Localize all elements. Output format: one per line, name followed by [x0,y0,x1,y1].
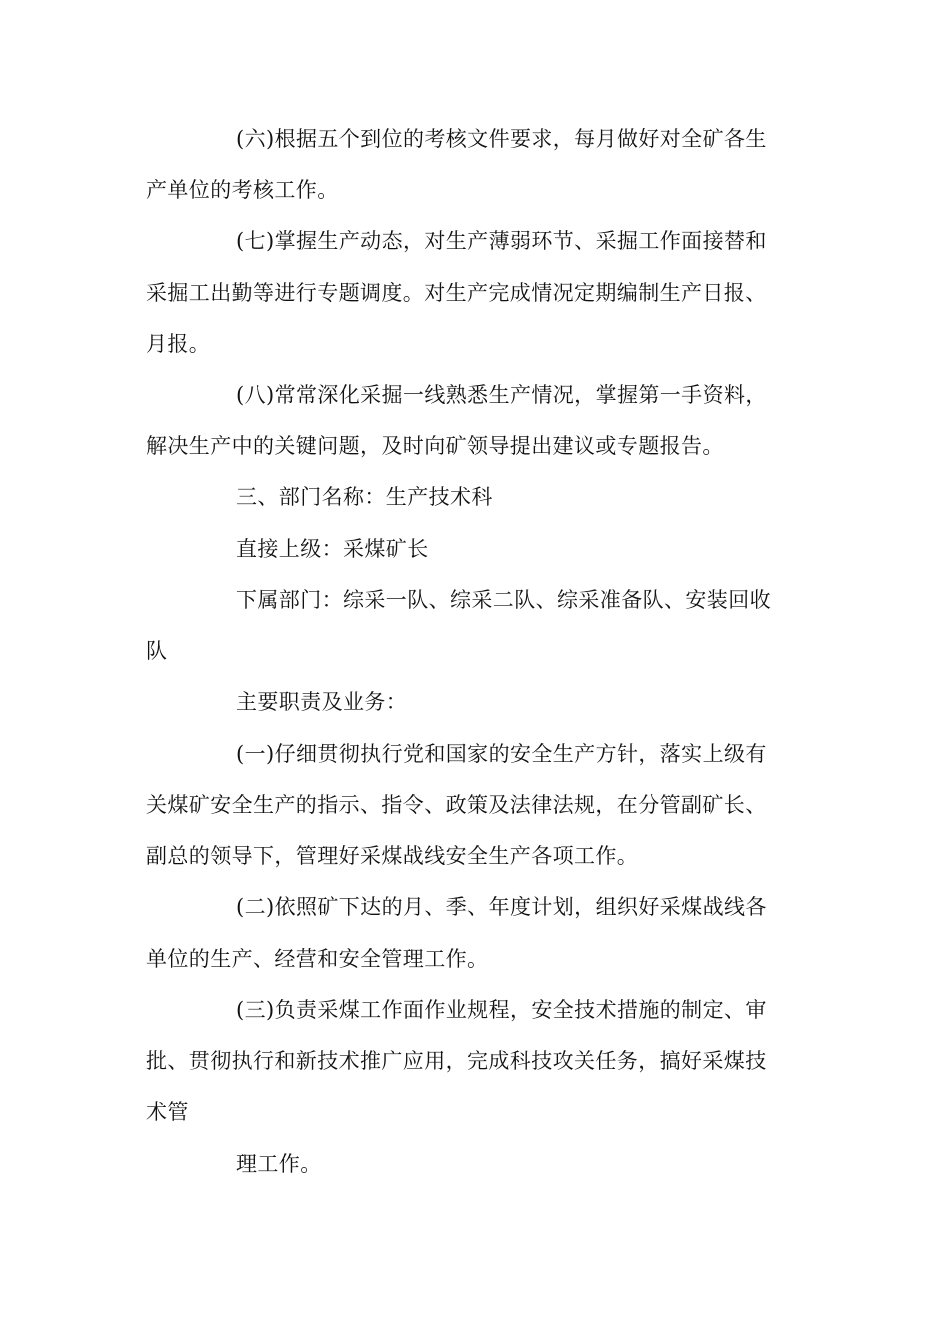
subordinate-departments-line-1: 下属部门：综采一队、综采二队、综采准备队、安装回收 [236,588,771,612]
subordinate-departments-line-2: 队 [146,639,168,663]
duty-1-line-3: 副总的领导下，管理好采煤战线安全生产各项工作。 [146,844,639,868]
duty-3-line-1: (三)负责采煤工作面作业规程，安全技术措施的制定、审 [236,998,767,1022]
duty-1-line-2: 关煤矿安全生产的指示、指令、政策及法律法规，在分管副矿长、 [146,793,767,817]
duty-1-line-1: (一)仔细贯彻执行党和国家的安全生产方针，落实上级有 [236,742,767,766]
duty-2-line-1: (二)依照矿下达的月、季、年度计划，组织好采煤战线各 [236,895,767,919]
paragraph-6-line-1: (六)根据五个到位的考核文件要求，每月做好对全矿各生 [236,127,767,151]
paragraph-6-line-2: 产单位的考核工作。 [146,178,339,202]
section-heading: 三、部门名称：生产技术科 [236,485,493,509]
duty-3-line-3: 术管 [146,1100,189,1124]
duty-2-line-2: 单位的生产、经营和安全管理工作。 [146,947,489,971]
paragraph-7-line-2: 采掘工出勤等进行专题调度。对生产完成情况定期编制生产日报、 [146,281,767,305]
duties-heading: 主要职责及业务： [236,690,408,714]
duty-3-line-2: 批、贯彻执行和新技术推广应用，完成科技攻关任务，搞好采煤技 [146,1049,767,1073]
direct-superior: 直接上级：采煤矿长 [236,537,429,561]
paragraph-7-line-3: 月报。 [146,332,211,356]
paragraph-8-line-1: (八)常常深化采掘一线熟悉生产情况，掌握第一手资料， [236,383,767,407]
paragraph-7-line-1: (七)掌握生产动态，对生产薄弱环节、采掘工作面接替和 [236,229,767,253]
paragraph-8-line-2: 解决生产中的关键问题，及时向矿领导提出建议或专题报告。 [146,434,724,458]
duty-3-line-4: 理工作。 [236,1152,322,1176]
